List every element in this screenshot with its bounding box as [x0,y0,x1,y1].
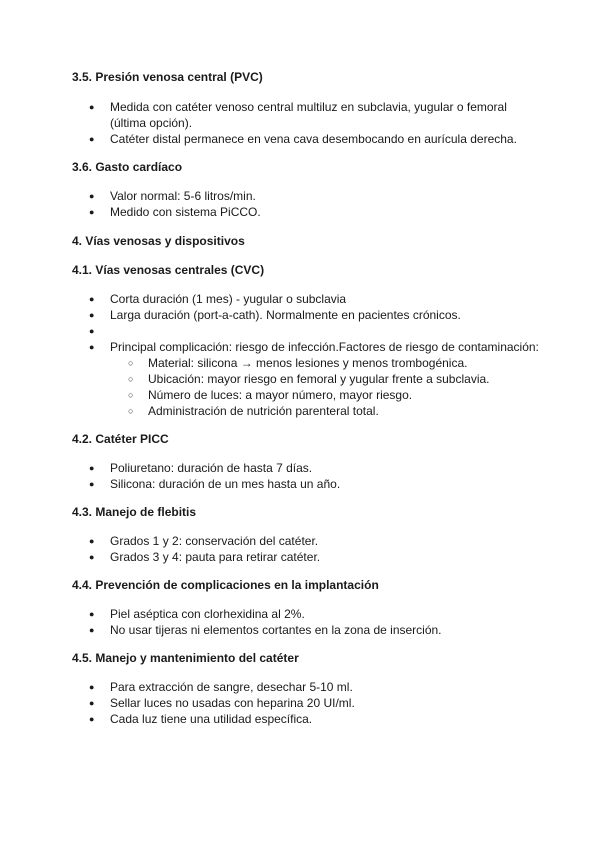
list-item: ● Grados 1 y 2: conservación del catéter. [72,533,542,549]
section-heading-pvc: 3.5. Presión venosa central (PVC) [72,70,263,84]
sub-list-item: ○ Número de luces: a mayor número, mayor riesgo. [110,387,542,403]
list-item: ● Piel aséptica con clorhexidina al 2%. [72,606,542,622]
list-item: ● Catéter distal permanece en vena cava desembocando en aurícula derecha. [72,131,542,147]
sub-list-item: ○ Material: silicona → menos lesiones y menos trombogénica. [110,355,542,371]
document-content [72,69,542,727]
list-item: ● Principal complicación: riesgo de infección.Factores de riesgo de contaminación: [72,339,542,355]
cvc-list [72,291,542,355]
section-heading-picc: 4.2. Catéter PICC [72,432,169,446]
list-item: ● Medido con sistema PiCCO. [72,204,542,220]
sub-list-item: ○ Administración de nutrición parenteral total. [110,403,542,419]
section-heading-manejo-cateter: 4.5. Manejo y mantenimiento del catéter [72,651,299,665]
list-item: ● Poliuretano: duración de hasta 7 días. [72,460,542,476]
list-item: ● No usar tijeras ni elementos cortantes en la zona de inserción. [72,622,542,638]
list-item: ● Silicona: duración de un mes hasta un año. [72,476,542,492]
section-heading-cvc: 4.1. Vías venosas centrales (CVC) [72,263,265,277]
list-item: ● Larga duración (port-a-cath). Normalmente en pacientes crónicos. [72,307,542,323]
list-item: ● Cada luz tiene una utilidad específica. [72,711,542,727]
cvc-sublist [110,355,542,419]
list-item: ● Medida con catéter venoso central multiluz en subclavia, yugular o femoral (última opción). [72,99,542,131]
section-heading-flebitis: 4.3. Manejo de flebitis [72,505,197,519]
sub-list-item: ○ Ubicación: mayor riesgo en femoral y yugular frente a subclavia. [110,371,542,387]
picc-list [72,460,542,492]
list-item: ● Valor normal: 5-6 litros/min. [72,188,542,204]
section-heading-gasto-cardiaco: 3.6. Gasto cardíaco [72,160,183,174]
list-item: ● Grados 3 y 4: pauta para retirar catéter. [72,549,542,565]
list-item: ● Sellar luces no usadas con heparina 20 UI/ml. [72,695,542,711]
list-item-empty [72,323,542,339]
list-item: ● Para extracción de sangre, desechar 5-10 ml. [72,679,542,695]
list-item: ● Corta duración (1 mes) - yugular o subclavia [72,291,542,307]
pvc-list [72,99,542,147]
manejo-list [72,679,542,727]
gasto-list [72,188,542,220]
prevencion-list [72,606,542,638]
section-heading-prevencion: 4.4. Prevención de complicaciones en la implantación [72,578,379,592]
flebitis-list [72,533,542,565]
section-heading-vias-venosas: 4. Vías venosas y dispositivos [72,234,245,248]
